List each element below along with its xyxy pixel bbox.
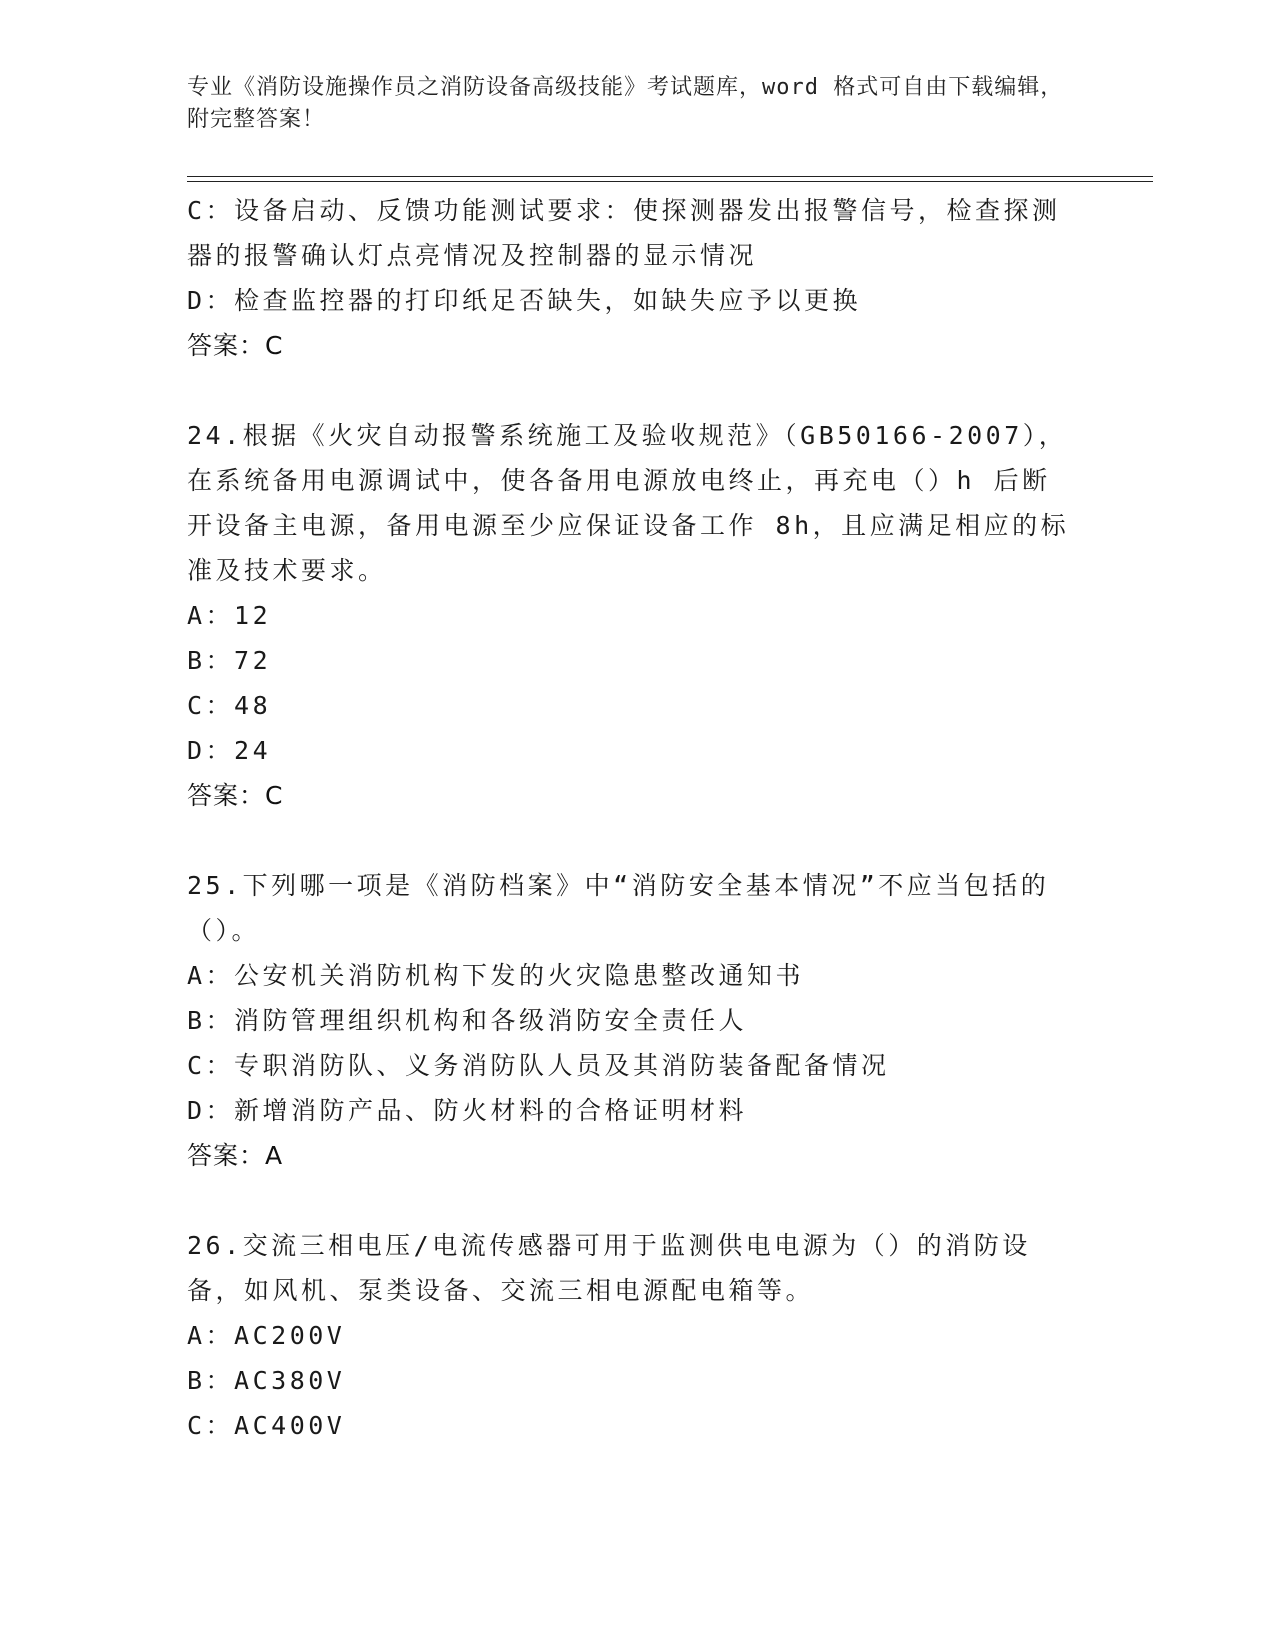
question-24-option-c: C：48 [187,691,272,720]
question-25-option-c: C：专职消防队、义务消防队人员及其消防装备配备情况 [187,1051,890,1080]
spacer [187,368,1087,413]
question-26-stem: 26.交流三相电压/电流传感器可用于监测供电电源为（）的消防设备，如风机、泵类设备、交流三相电源配电箱等。 [187,1231,1031,1305]
question-24-answer: 答案：C [187,781,284,810]
header-divider-bottom [187,181,1153,182]
option-d: D：检查监控器的打印纸足否缺失，如缺失应予以更换 [187,286,862,315]
question-26-option-a: A：AC200V [187,1321,346,1350]
question-24-stem: 24.根据《火灾自动报警系统施工及验收规范》（GB50166-2007），在系统备用电源调试中，使各备用电源放电终止，再充电（）h 后断开设备主电源，备用电源至少应保证设备工作 8h，且应满足相应的标准及技术要求。 [187,421,1070,585]
option-c: C：设备启动、反馈功能测试要求：使探测器发出报警信号，检查探测器的报警确认灯点亮情况及控制器的显示情况 [187,196,1061,270]
question-24-option-a: A：12 [187,601,272,630]
question-24-option-d: D：24 [187,736,272,765]
question-25-answer: 答案：A [187,1141,284,1170]
spacer [187,1178,1087,1223]
question-content [187,188,1087,1448]
document-header: 专业《消防设施操作员之消防设备高级技能》考试题库，word 格式可自由下载编辑，附完整答案！ [187,75,1064,132]
question-24-option-b: B：72 [187,646,272,675]
question-25-option-b: B：消防管理组织机构和各级消防安全责任人 [187,1006,748,1035]
spacer [187,818,1087,863]
header-divider-top [187,176,1153,177]
question-26-option-b: B：AC380V [187,1366,346,1395]
question-25-option-d: D：新增消防产品、防火材料的合格证明材料 [187,1096,748,1125]
question-25-stem: 25.下列哪一项是《消防档案》中“消防安全基本情况”不应当包括的（）。 [187,871,1050,945]
question-26-option-c: C：AC400V [187,1411,346,1440]
answer-line: 答案：C [187,331,284,360]
question-25-option-a: A：公安机关消防机构下发的火灾隐患整改通知书 [187,961,805,990]
